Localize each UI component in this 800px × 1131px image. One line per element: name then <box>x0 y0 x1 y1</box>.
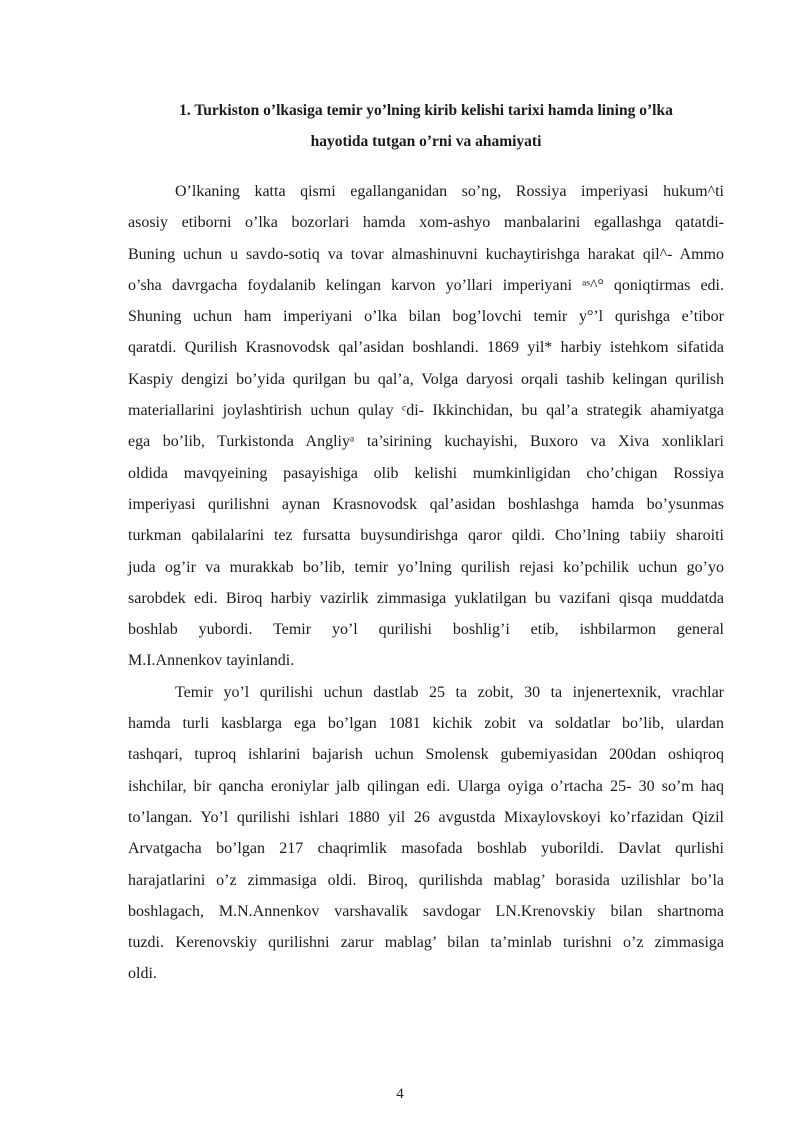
text-line: tashqari, tuproq ishlarini bajarish uchun Smolensk gubemiyasidan 200dan oshiqroq <box>128 746 724 764</box>
text-line: Arvatgacha bo’lgan 217 chaqrimlik masofada boshlab yuborildi. Davlat qurlishi <box>128 840 724 858</box>
heading-line-1: 1. Turkiston o’lkasiga temir yo’lning kirib kelishi tarixi hamda lining o’lka <box>179 102 673 119</box>
text-line: hamda turli kasblarga ega bo’lgan 1081 kichik zobit va soldatlar bo’lib, ulardan <box>128 715 724 733</box>
text-line: boshlab yubordi. Temir yo’l qurilishi boshlig’i etib, ishbilarmon general <box>128 621 724 639</box>
text-line: sarobdek edi. Biroq harbiy vazirlik zimmasiga yuklatilgan bu vazifani qisqa muddatda <box>128 589 724 607</box>
paragraph-2 <box>128 677 724 990</box>
text-line: Kaspiy dengizi bo’yida qurilgan bu qal’a, Volga daryosi orqali tashib kelingan qurilish <box>128 370 724 388</box>
text-line: imperiyasi qurilishni aynan Krasnovodsk qal’asidan boshlashga hamda bo’ysunmas <box>128 495 724 513</box>
text-line: ega bo’lib, Turkistonda Angliyᵃ ta’sirining kuchayishi, Buxoro va Xiva xonliklari <box>128 433 724 451</box>
text-line: harajatlarini o’z zimmasiga oldi. Biroq, qurilishda mablag’ borasida uzilishlar bo’la <box>128 871 724 889</box>
text-line: asosiy etiborni o’lka bozorlari hamda xom-ashyo manbalarini egallashga qatatdi- <box>128 214 724 232</box>
text-line: Shuning uchun ham imperiyani o’lka bilan bog’lovchi temir y°’l qurishga e’tibor <box>128 308 724 326</box>
text-line: Temir yo’l qurilishi uchun dastlab 25 ta zobit, 30 ta injenertexnik, vrachlar <box>175 683 724 701</box>
text-line: materiallarini joylashtirish uchun qulay ᶜdi- Ikkinchidan, bu qal’a strategik ahamiyatga <box>128 402 724 420</box>
page-number: 4 <box>396 1086 404 1102</box>
text-line: qaratdi. Qurilish Krasnovodsk qal’asidan boshlandi. 1869 yil* harbiy istehkom sifatida <box>128 339 724 357</box>
paragraph-1 <box>128 176 724 677</box>
text-line: ishchilar, bir qancha eroniylar jalb qilingan edi. Ularga oyiga o’rtacha 25- 30 so’m haq <box>128 777 724 795</box>
heading-line-2: hayotida tutgan o’rni va ahamiyati <box>310 133 542 150</box>
text-line: juda og’ir va murakkab bo’lib, temir yo’lning qurilish rejasi ko’pchilik uchun go’yo <box>128 558 724 576</box>
text-line: O’lkaning katta qismi egallanganidan so’ng, Rossiya imperiyasi hukum^ti <box>175 183 724 200</box>
text-line: boshlagach, M.N.Annenkov varshavalik savdogar LN.Krenovskiy bilan shartnoma <box>128 902 724 920</box>
text-line: oldida mavqyeining pasayishiga olib kelishi mumkinligidan cho’chigan Rossiya <box>128 464 724 482</box>
section-heading <box>128 95 724 157</box>
text-line: oldi. <box>128 965 157 983</box>
text-line: to’langan. Yo’l qurilishi ishlari 1880 yil 26 avgustda Mixaylovskoyi ko’rfazidan Qizil <box>128 808 724 826</box>
text-line: tuzdi. Kerenovskiy qurilishni zarur mablag’ bilan ta’minlab turishni o’z zimmasiga <box>128 934 724 952</box>
text-line: o’sha davrgacha foydalanib kelingan karvon yo’llari imperiyani ᵃˢ^° qoniqtirmas edi. <box>128 276 724 294</box>
text-line: Buning uchun u savdo-sotiq va tovar almashinuvni kuchaytirishga harakat qil^- Ammo <box>128 245 724 263</box>
text-line: turkman qabilalarini tez fursatta buysundirishga qaror qildi. Cho’lning tabiiy sharoiti <box>128 527 724 545</box>
body-text <box>128 176 724 990</box>
text-line: M.I.Annenkov tayinlandi. <box>128 652 295 670</box>
